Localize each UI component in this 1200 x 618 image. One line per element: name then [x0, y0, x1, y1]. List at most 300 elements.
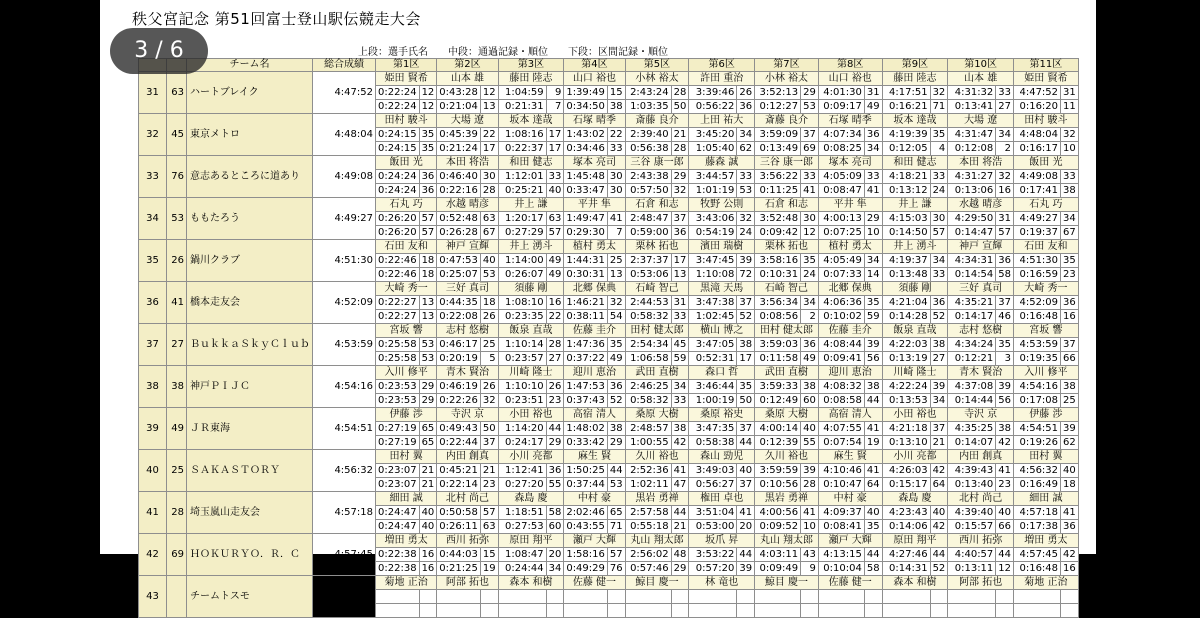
runner-name-cell: 和田 健志	[498, 156, 564, 170]
leg-time-cell: 0:25:58	[376, 352, 420, 366]
runner-name-cell: 川崎 隆士	[882, 366, 948, 380]
header-leg: 第10区	[948, 59, 1014, 72]
leg-rank-cell: 14	[864, 268, 882, 282]
leg-rank-cell: 59	[671, 352, 689, 366]
leg-time-cell: 1:02:45	[689, 310, 737, 324]
leg-time-cell: 0:52:31	[689, 352, 737, 366]
leg-rank-cell: 7	[546, 100, 564, 114]
leg-rank-cell: 36	[671, 226, 689, 240]
rank-cell: 40	[139, 450, 167, 492]
leg-time-cell: 0:30:31	[564, 268, 608, 282]
cumulative-time-cell: 4:26:03	[882, 464, 930, 478]
runner-name-cell: 内田 創真	[437, 450, 498, 464]
leg-rank-cell: 42	[671, 436, 689, 450]
runner-name-cell: 坂本 達哉	[882, 114, 948, 128]
cumulative-rank-cell: 31	[671, 296, 689, 310]
cumulative-time-cell: 4:27:46	[882, 548, 930, 562]
cumulative-time-cell: 1:50:25	[564, 464, 608, 478]
runner-name-cell: 細田 誠	[1014, 492, 1079, 506]
runner-name-cell: 黒岩 勇禅	[755, 492, 819, 506]
cumulative-time-cell: 1:47:36	[564, 338, 608, 352]
leg-rank-cell: 27	[930, 352, 948, 366]
cumulative-rank-cell: 57	[480, 506, 498, 520]
cumulative-time-cell: 3:59:03	[755, 338, 801, 352]
leg-rank-cell: 29	[671, 562, 689, 576]
runner-name-cell: 井上 謙	[498, 198, 564, 212]
team-names-row	[139, 576, 1079, 590]
runner-name-cell: 斎藤 良介	[625, 114, 689, 128]
leg-rank-cell: 12	[419, 100, 437, 114]
team-names-row	[139, 324, 1079, 338]
leg-time-cell: 0:49:29	[564, 562, 608, 576]
cumulative-rank-cell: 37	[930, 422, 948, 436]
leg-time-cell: 0:13:41	[948, 100, 996, 114]
cumulative-time-cell: 3:44:57	[689, 170, 737, 184]
leg-rank-cell: 23	[996, 478, 1014, 492]
runner-name-cell: 瀬戸 大輝	[818, 534, 882, 548]
cumulative-time-cell: 4:54:51	[1014, 422, 1061, 436]
leg-rank-cell: 23	[1061, 268, 1079, 282]
leg-rank-cell: 62	[1061, 436, 1079, 450]
leg-time-cell: 0:08:25	[818, 142, 864, 156]
cumulative-time-cell: 1:12:41	[498, 464, 546, 478]
results-body	[139, 72, 1079, 618]
leg-rank-cell: 5	[480, 352, 498, 366]
leg-time-cell: 0:27:19	[376, 436, 420, 450]
runner-name-cell: 桑原 大樹	[625, 408, 689, 422]
total-time-cell: 4:54:16	[313, 366, 376, 408]
leg-rank-cell: 69	[801, 142, 819, 156]
team-name-cell: ＨＯＫＵＲＹＯ．Ｒ．Ｃ	[187, 534, 313, 576]
runner-name-cell: 三谷 康一郎	[625, 156, 689, 170]
cumulative-rank-cell: 20	[546, 548, 564, 562]
cumulative-rank-cell: 44	[864, 548, 882, 562]
runner-name-cell: 森口 哲	[689, 366, 755, 380]
runner-name-cell: 植村 勇太	[818, 240, 882, 254]
cumulative-time-cell: 4:31:47	[948, 128, 996, 142]
leg-time-cell: 0:22:14	[437, 478, 481, 492]
leg-time-cell: 0:22:08	[437, 310, 481, 324]
leg-rank-cell: 64	[864, 478, 882, 492]
leg-time-cell: 1:02:11	[625, 478, 671, 492]
leg-time-cell: 0:37:22	[564, 352, 608, 366]
rank-cell: 39	[139, 408, 167, 450]
runner-name-cell: 飯泉 直哉	[882, 324, 948, 338]
cumulative-rank-cell: 36	[996, 254, 1014, 268]
team-name-cell: ＳＡＫＡＳＴＯＲＹ	[187, 450, 313, 492]
cumulative-rank-cell: 34	[801, 296, 819, 310]
runner-name-cell: 塚本 亮司	[818, 156, 882, 170]
cumulative-rank-cell	[737, 590, 755, 604]
runner-name-cell: 森本 和樹	[498, 576, 564, 590]
leg-time-cell: 0:11:25	[755, 184, 801, 198]
leg-time-cell: 1:00:19	[689, 394, 737, 408]
cumulative-time-cell: 0:22:24	[376, 86, 420, 100]
runner-name-cell: 青木 賢治	[437, 366, 498, 380]
leg-rank-cell: 60	[801, 394, 819, 408]
cumulative-time-cell: 2:57:58	[625, 506, 671, 520]
leg-time-cell: 0:15:57	[948, 520, 996, 534]
leg-rank-cell: 18	[419, 268, 437, 282]
cumulative-time-cell: 0:47:53	[437, 254, 481, 268]
runner-name-cell: 中村 豪	[818, 492, 882, 506]
cumulative-rank-cell: 38	[996, 422, 1014, 436]
leg-rank-cell	[546, 604, 564, 618]
team-name-cell: 東京メトロ	[187, 114, 313, 156]
leg-rank-cell: 26	[480, 310, 498, 324]
bib-cell: 63	[167, 72, 187, 114]
runner-name-cell: 上田 祐大	[689, 114, 755, 128]
runner-name-cell: 石崎 智己	[625, 282, 689, 296]
leg-time-cell: 0:19:37	[1014, 226, 1061, 240]
runner-name-cell: 増田 勇太	[376, 534, 437, 548]
leg-rank-cell: 37	[737, 478, 755, 492]
cumulative-time-cell: 0:24:24	[376, 170, 420, 184]
leg-time-cell: 0:53:06	[625, 268, 671, 282]
runner-name-cell: 石田 友和	[1014, 240, 1079, 254]
leg-rank-cell: 17	[480, 142, 498, 156]
cumulative-rank-cell: 36	[801, 338, 819, 352]
rank-cell: 38	[139, 366, 167, 408]
leg-rank-cell: 72	[737, 268, 755, 282]
leg-time-cell: 0:58:38	[689, 436, 737, 450]
runner-name-cell: 石丸 巧	[376, 198, 437, 212]
cumulative-rank-cell: 35	[864, 296, 882, 310]
leg-rank-cell: 60	[546, 520, 564, 534]
team-name-cell: ももたろう	[187, 198, 313, 240]
runner-name-cell: 黒滝 天馬	[689, 282, 755, 296]
cumulative-time-cell: 0:46:40	[437, 170, 481, 184]
leg-time-cell: 0:16:48	[1014, 562, 1061, 576]
leg-time-cell: 0:10:47	[818, 478, 864, 492]
cumulative-rank-cell: 30	[480, 170, 498, 184]
cumulative-time-cell: 4:48:04	[1014, 128, 1061, 142]
cumulative-rank-cell: 35	[801, 254, 819, 268]
cumulative-time-cell: 4:08:32	[818, 380, 864, 394]
cumulative-time-cell	[625, 590, 671, 604]
cumulative-time-cell: 2:43:38	[625, 170, 671, 184]
header-leg: 第5区	[625, 59, 689, 72]
leg-rank-cell: 22	[546, 310, 564, 324]
cumulative-rank-cell: 39	[1061, 422, 1079, 436]
total-time-cell: 4:53:59	[313, 324, 376, 366]
cumulative-time-cell: 0:46:19	[437, 380, 481, 394]
runner-name-cell: 石倉 和志	[625, 198, 689, 212]
runner-name-cell: 鯨目 慶一	[625, 576, 689, 590]
runner-name-cell: 田村 駿斗	[1014, 114, 1079, 128]
runner-name-cell: 丸山 翔太郎	[755, 534, 819, 548]
leg-rank-cell: 28	[801, 478, 819, 492]
header-team: チーム名	[187, 59, 313, 72]
runner-name-cell: 斎藤 良介	[755, 114, 819, 128]
leg-rank-cell: 40	[419, 520, 437, 534]
leg-time-cell: 0:43:55	[564, 520, 608, 534]
cumulative-rank-cell: 40	[480, 254, 498, 268]
cumulative-rank-cell: 39	[930, 380, 948, 394]
cumulative-time-cell: 4:03:11	[755, 548, 801, 562]
runner-name-cell: 大場 遼	[437, 114, 498, 128]
leg-rank-cell: 56	[864, 352, 882, 366]
leg-time-cell: 0:12:21	[948, 352, 996, 366]
runner-name-cell: 姫田 賢希	[1014, 72, 1079, 86]
cumulative-rank-cell: 36	[864, 128, 882, 142]
leg-time-cell: 0:07:33	[818, 268, 864, 282]
cumulative-rank-cell: 41	[864, 464, 882, 478]
cumulative-time-cell: 3:56:34	[755, 296, 801, 310]
cumulative-time-cell: 4:52:09	[1014, 296, 1061, 310]
cumulative-time-cell: 1:20:17	[498, 212, 546, 226]
leg-rank-cell: 49	[864, 100, 882, 114]
leg-rank-cell: 67	[480, 226, 498, 240]
leg-time-cell: 0:11:58	[755, 352, 801, 366]
cumulative-time-cell: 0:22:38	[376, 548, 420, 562]
cumulative-time-cell: 2:02:46	[564, 506, 608, 520]
leg-rank-cell: 16	[996, 184, 1014, 198]
leg-rank-cell: 21	[419, 478, 437, 492]
team-names-row	[139, 534, 1079, 548]
runner-name-cell: 山本 雄	[948, 72, 1014, 86]
leg-rank-cell: 17	[737, 352, 755, 366]
leg-time-cell: 0:13:53	[882, 394, 930, 408]
runner-name-cell: 原田 翔平	[882, 534, 948, 548]
runner-name-cell: 許田 重治	[689, 72, 755, 86]
leg-rank-cell: 2	[801, 310, 819, 324]
leg-time-cell: 0:24:44	[498, 562, 546, 576]
leg-time-cell: 0:09:17	[818, 100, 864, 114]
runner-name-cell: 小川 亮都	[498, 450, 564, 464]
cumulative-time-cell: 4:35:21	[948, 296, 996, 310]
leg-time-cell: 0:12:05	[882, 142, 930, 156]
cumulative-time-cell	[564, 590, 608, 604]
cumulative-time-cell: 0:22:46	[376, 254, 420, 268]
leg-rank-cell: 19	[864, 436, 882, 450]
leg-rank-cell: 28	[671, 142, 689, 156]
leg-rank-cell: 42	[996, 436, 1014, 450]
leg-rank-cell: 65	[419, 436, 437, 450]
cumulative-time-cell: 0:25:58	[376, 338, 420, 352]
leg-rank-cell: 39	[737, 562, 755, 576]
leg-rank-cell: 27	[546, 352, 564, 366]
cumulative-rank-cell: 40	[419, 506, 437, 520]
leg-time-cell: 0:12:39	[755, 436, 801, 450]
cumulative-rank-cell: 33	[930, 170, 948, 184]
runner-name-cell: 藤森 誠	[689, 156, 755, 170]
bib-cell: 27	[167, 324, 187, 366]
runner-name-cell: 牧野 公則	[689, 198, 755, 212]
cumulative-rank-cell: 50	[480, 422, 498, 436]
runner-name-cell: 田村 健太郎	[625, 324, 689, 338]
total-time-cell: 4:59:00	[313, 576, 376, 618]
runner-name-cell: 森本 和樹	[882, 576, 948, 590]
rank-cell: 42	[139, 534, 167, 576]
cumulative-rank-cell: 16	[419, 548, 437, 562]
leg-time-cell: 0:33:47	[564, 184, 608, 198]
leg-rank-cell: 35	[419, 142, 437, 156]
cumulative-rank-cell: 26	[546, 380, 564, 394]
runner-name-cell: 北郷 保典	[818, 282, 882, 296]
cumulative-time-cell	[818, 590, 864, 604]
cumulative-rank-cell: 33	[996, 86, 1014, 100]
cumulative-time-cell: 4:31:27	[948, 170, 996, 184]
leg-time-cell: 0:07:25	[818, 226, 864, 240]
cumulative-time-cell: 4:19:37	[882, 254, 930, 268]
cumulative-rank-cell: 34	[1061, 212, 1079, 226]
runner-name-cell: 黒岩 勇禅	[625, 492, 689, 506]
cumulative-rank-cell	[671, 590, 689, 604]
cumulative-rank-cell: 38	[801, 380, 819, 394]
leg-time-cell: 0:13:12	[882, 184, 930, 198]
cumulative-time-cell: 4:56:32	[1014, 464, 1061, 478]
runner-name-cell: 瀬戸 大輝	[564, 534, 625, 548]
leg-time-cell: 0:59:00	[625, 226, 671, 240]
cumulative-rank-cell: 44	[607, 464, 625, 478]
cumulative-rank-cell: 38	[671, 422, 689, 436]
document-page	[100, 0, 1096, 602]
leg-rank-cell	[607, 604, 625, 618]
rank-cell: 35	[139, 240, 167, 282]
leg-rank-cell: 24	[737, 226, 755, 240]
cumulative-rank-cell: 41	[671, 464, 689, 478]
leg-time-cell: 0:21:24	[437, 142, 481, 156]
team-name-cell: 意志あるところに道あり	[187, 156, 313, 198]
bib-cell: 28	[167, 492, 187, 534]
runner-name-cell: 内田 創真	[948, 450, 1014, 464]
leg-time-cell: 0:22:16	[437, 184, 481, 198]
leg-rank-cell: 10	[801, 520, 819, 534]
leg-time-cell: 0:16:48	[1014, 310, 1061, 324]
leg-time-cell: 0:21:04	[437, 100, 481, 114]
cumulative-rank-cell: 17	[546, 128, 564, 142]
runner-name-cell: 林 竜也	[689, 576, 755, 590]
runner-name-cell: 石崎 智己	[755, 282, 819, 296]
cumulative-time-cell: 1:14:00	[498, 254, 546, 268]
cumulative-rank-cell: 35	[996, 338, 1014, 352]
leg-time-cell: 0:23:35	[498, 310, 546, 324]
team-name-cell: ＪＲ東海	[187, 408, 313, 450]
header-row	[139, 59, 1079, 72]
leg-time-cell: 0:16:20	[1014, 100, 1061, 114]
leg-time-cell	[564, 604, 608, 618]
cumulative-rank-cell: 40	[996, 506, 1014, 520]
team-names-row	[139, 198, 1079, 212]
cumulative-rank-cell: 26	[737, 86, 755, 100]
runner-name-cell: 栗林 拓也	[755, 240, 819, 254]
team-name-cell: 神戸ＰＩＪＣ	[187, 366, 313, 408]
leg-rank-cell: 25	[1061, 394, 1079, 408]
leg-rank-cell: 38	[607, 100, 625, 114]
cumulative-rank-cell: 40	[1061, 464, 1079, 478]
cumulative-rank-cell: 32	[607, 296, 625, 310]
total-time-cell: 4:49:08	[313, 156, 376, 198]
cumulative-time-cell: 4:00:56	[755, 506, 801, 520]
leg-time-cell: 0:16:21	[882, 100, 930, 114]
leg-time-cell: 0:14:07	[948, 436, 996, 450]
cumulative-rank-cell: 36	[546, 464, 564, 478]
cumulative-rank-cell: 38	[607, 422, 625, 436]
runner-name-cell: 神戸 宣輝	[948, 240, 1014, 254]
cumulative-rank-cell: 44	[546, 422, 564, 436]
leg-rank-cell: 54	[607, 310, 625, 324]
leg-time-cell: 0:14:47	[948, 226, 996, 240]
team-names-row	[139, 450, 1079, 464]
cumulative-time-cell: 0:45:21	[437, 464, 481, 478]
leg-time-cell: 0:37:44	[564, 478, 608, 492]
cumulative-rank-cell: 41	[1061, 506, 1079, 520]
leg-rank-cell: 2	[996, 142, 1014, 156]
leg-rank-cell: 28	[480, 184, 498, 198]
runner-name-cell: 三好 真司	[948, 282, 1014, 296]
runner-name-cell: 武田 直樹	[625, 366, 689, 380]
cumulative-time-cell: 4:53:59	[1014, 338, 1061, 352]
cumulative-rank-cell: 36	[930, 296, 948, 310]
runner-name-cell: 北村 尚己	[437, 492, 498, 506]
cumulative-time-cell: 0:52:48	[437, 212, 481, 226]
runner-name-cell: 石塚 晴季	[818, 114, 882, 128]
leg-rank-cell: 4	[930, 142, 948, 156]
cumulative-time-cell: 4:37:08	[948, 380, 996, 394]
leg-rank-cell: 20	[737, 520, 755, 534]
cumulative-rank-cell: 39	[737, 254, 755, 268]
runner-name-cell: 飯田 光	[1014, 156, 1079, 170]
leg-time-cell: 0:34:46	[564, 142, 608, 156]
team-name-cell: 橋本走友会	[187, 282, 313, 324]
leg-rank-cell: 29	[607, 436, 625, 450]
leg-time-cell: 0:17:08	[1014, 394, 1061, 408]
leg-time-cell: 0:23:53	[376, 394, 420, 408]
cumulative-time-cell: 2:37:37	[625, 254, 671, 268]
team-name-cell: ＢｕｋｋａＳｋｙＣｌｕｂ	[187, 324, 313, 366]
leg-rank-cell: 42	[930, 520, 948, 534]
cumulative-time-cell: 1:45:48	[564, 170, 608, 184]
runner-name-cell: 姫田 賢希	[376, 72, 437, 86]
cumulative-time-cell: 3:58:16	[755, 254, 801, 268]
total-time-cell: 4:49:27	[313, 198, 376, 240]
cumulative-time-cell: 1:46:21	[564, 296, 608, 310]
cumulative-rank-cell: 13	[419, 296, 437, 310]
cumulative-rank-cell: 40	[930, 506, 948, 520]
leg-rank-cell: 32	[671, 184, 689, 198]
cumulative-time-cell: 4:00:14	[755, 422, 801, 436]
cumulative-rank-cell	[419, 590, 437, 604]
leg-time-cell: 0:10:04	[818, 562, 864, 576]
cumulative-rank-cell: 41	[607, 212, 625, 226]
cumulative-time-cell: 3:51:04	[689, 506, 737, 520]
cumulative-time-cell: 1:44:31	[564, 254, 608, 268]
cumulative-time-cell: 0:24:47	[376, 506, 420, 520]
leg-rank-cell: 16	[1061, 562, 1079, 576]
leg-time-cell: 0:26:28	[437, 226, 481, 240]
runner-name-cell: 石倉 和志	[755, 198, 819, 212]
cumulative-rank-cell: 32	[737, 212, 755, 226]
header-total: 総合成績	[313, 59, 376, 72]
cumulative-rank-cell: 37	[737, 296, 755, 310]
leg-rank-cell: 11	[1061, 100, 1079, 114]
leg-rank-cell: 10	[1061, 142, 1079, 156]
runner-name-cell: 田村 翼	[376, 450, 437, 464]
cumulative-rank-cell: 36	[1061, 296, 1079, 310]
runner-name-cell: 青木 賢治	[948, 366, 1014, 380]
cumulative-time-cell: 4:29:50	[948, 212, 996, 226]
header-leg: 第7区	[755, 59, 819, 72]
leg-rank-cell	[1061, 604, 1079, 618]
leg-time-cell: 0:57:50	[625, 184, 671, 198]
runner-name-cell: 北郷 保典	[564, 282, 625, 296]
total-time-cell: 4:57:18	[313, 492, 376, 534]
leg-rank-cell: 36	[737, 100, 755, 114]
leg-rank-cell: 66	[996, 520, 1014, 534]
leg-rank-cell: 56	[996, 394, 1014, 408]
cumulative-rank-cell: 65	[419, 422, 437, 436]
